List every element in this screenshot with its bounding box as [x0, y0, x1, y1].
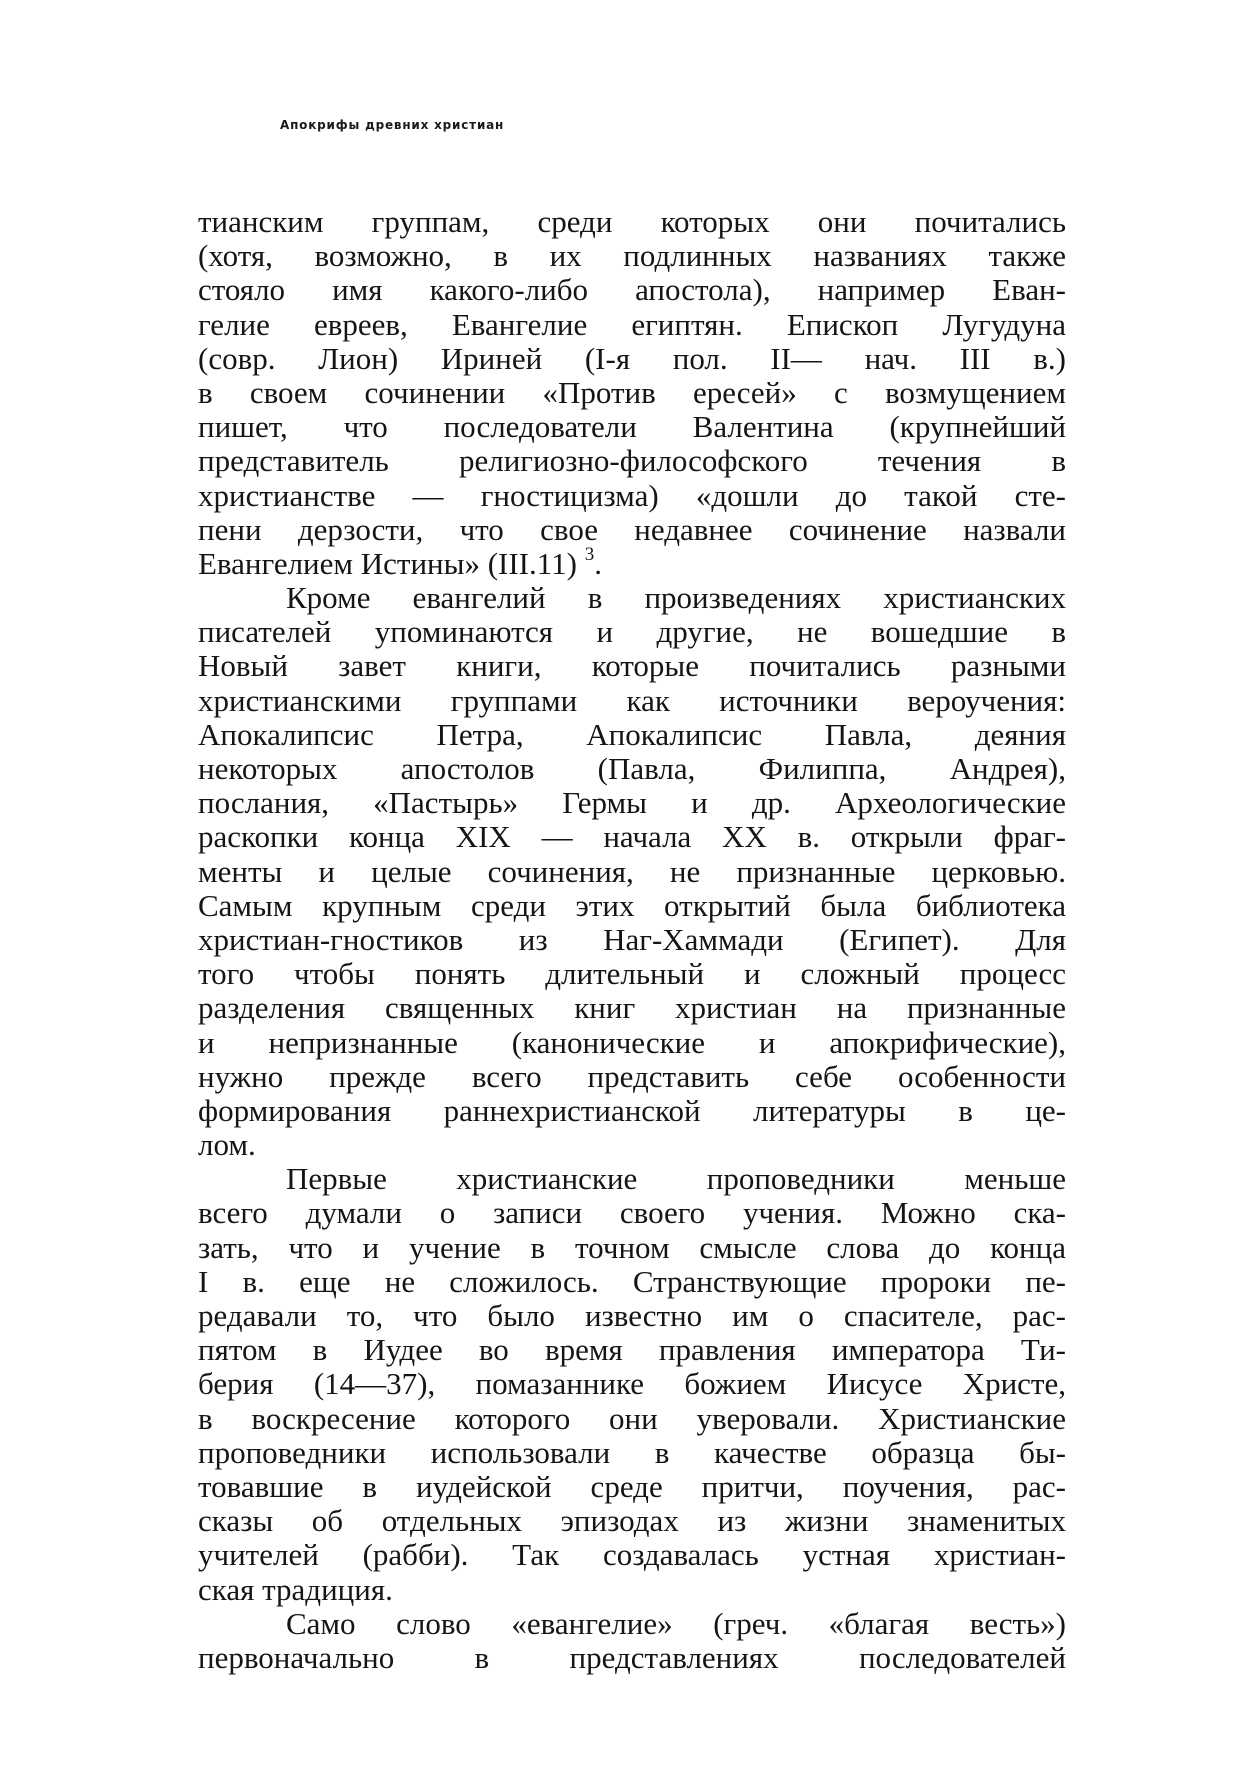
body-text — [198, 205, 1066, 1675]
line-text: разделения священных книг христиан на признанные — [198, 990, 1066, 1026]
line-text: учителей (рабби). Так создавалась устная христиан- — [198, 1537, 1066, 1573]
text-line — [198, 649, 1066, 683]
text-line — [198, 1265, 1066, 1299]
text-line — [198, 752, 1066, 786]
text-line — [198, 718, 1066, 752]
text-line — [198, 1538, 1066, 1572]
text-line — [198, 1299, 1066, 1333]
text-line — [198, 543, 1066, 581]
text-line — [198, 273, 1066, 307]
footnote-reference: 3 — [584, 543, 595, 565]
text-line — [198, 1402, 1066, 1436]
line-text: тианским группам, среди которых они почитались — [198, 204, 1066, 239]
line-text: стояло имя какого-либо апостола), например Еван- — [198, 272, 1066, 308]
text-line — [198, 1641, 1066, 1675]
text-line — [198, 1128, 1066, 1162]
text-line — [198, 786, 1066, 820]
line-text: пени дерзости, что свое недавнее сочинение назвали — [198, 511, 1066, 547]
line-text: в воскресение которого они уверовали. Христианские — [198, 1400, 1066, 1436]
line-text: ская традиция. — [198, 1571, 393, 1607]
text-line — [198, 1162, 1066, 1196]
text-line — [198, 615, 1066, 649]
text-line — [198, 923, 1066, 957]
line-text: всего думали о записи своего учения. Можно ска- — [198, 1195, 1066, 1231]
line-text: нужно прежде всего представить себе особенности — [198, 1058, 1066, 1094]
text-line — [198, 1333, 1066, 1367]
text-line — [198, 410, 1066, 444]
running-head: Апокрифы древних христиан — [280, 118, 505, 132]
line-text: проповедники использовали в качестве образца бы- — [198, 1434, 1066, 1470]
text-line — [198, 855, 1066, 889]
text-line — [198, 1094, 1066, 1128]
text-line — [198, 1436, 1066, 1470]
line-text: Кроме евангелий в произведениях христианских — [286, 580, 1066, 616]
text-line — [198, 1026, 1066, 1060]
line-text: пятом в Иудее во время правления императора Ти- — [198, 1332, 1066, 1368]
text-line — [198, 1367, 1066, 1401]
text-line — [198, 1470, 1066, 1504]
line-text: раскопки конца XIX — начала XX в. открыли фраг- — [198, 819, 1066, 855]
text-line — [198, 1607, 1066, 1641]
line-text: в своем сочинении «Против ересей» с возмущением — [198, 374, 1066, 410]
text-line — [198, 684, 1066, 718]
line-text: послания, «Пастырь» Гермы и др. Археологические — [198, 785, 1066, 821]
line-text: христиан-гностиков из Наг-Хаммади (Египет). Для — [198, 921, 1066, 957]
line-text: и непризнанные (канонические и апокрифические), — [198, 1024, 1066, 1060]
line-text: пишет, что последователи Валентина (крупнейший — [198, 409, 1066, 445]
line-text: Само слово «евангелие» (греч. «благая весть») — [286, 1605, 1066, 1641]
line-text: (хотя, возможно, в их подлинных названиях также — [198, 238, 1066, 274]
line-text: лом. — [198, 1127, 256, 1163]
line-text: христианскими группами как источники вероучения: — [198, 682, 1066, 718]
text-line — [198, 1504, 1066, 1538]
line-text: некоторых апостолов (Павла, Филиппа, Андрея), — [198, 751, 1066, 786]
line-text: Первые христианские проповедники меньше — [286, 1161, 1066, 1197]
text-line — [198, 444, 1066, 478]
line-text: берия (14—37), помазаннике божием Иисусе Христе, — [198, 1366, 1066, 1402]
line-text: I в. еще не сложилось. Странствующие пророки пе- — [198, 1263, 1066, 1299]
line-text: писателей упоминаются и другие, не вошедшие в — [198, 614, 1066, 650]
line-text: зать, что и учение в точном смысле слова до конца — [198, 1229, 1066, 1265]
line-text: Новый завет книги, которые почитались разными — [198, 648, 1066, 684]
text-line — [198, 239, 1066, 273]
text-line — [198, 205, 1066, 239]
line-tail: . — [594, 545, 602, 581]
line-text: первоначально в представлениях последователей — [198, 1639, 1066, 1675]
text-line — [198, 991, 1066, 1025]
line-text: Апокалипсис Петра, Апокалипсис Павла, деяния — [198, 716, 1066, 752]
text-line — [198, 513, 1066, 547]
line-text: христианстве — гностицизма) «дошли до такой сте- — [198, 477, 1066, 513]
text-line — [198, 581, 1066, 615]
text-line — [198, 1060, 1066, 1094]
line-text: формирования раннехристианской литературы в це- — [198, 1092, 1066, 1128]
text-line — [198, 479, 1066, 513]
line-text: сказы об отдельных эпизодах из жизни знаменитых — [198, 1503, 1066, 1539]
text-line — [198, 1196, 1066, 1230]
line-text: гелие евреев, Евангелие египтян. Епископ Лугудуна — [198, 306, 1066, 342]
text-line — [198, 376, 1066, 410]
text-line — [198, 1573, 1066, 1607]
text-line — [198, 957, 1066, 991]
line-text: товавшие в иудейской среде притчи, поучения, рас- — [198, 1468, 1066, 1504]
line-text: Самым крупным среди этих открытий была библиотека — [198, 887, 1066, 923]
text-line — [198, 308, 1066, 342]
text-line — [198, 820, 1066, 854]
line-text: представитель религиозно-философского течения в — [198, 443, 1066, 479]
line-text: редавали то, что было известно им о спасителе, рас- — [198, 1298, 1066, 1333]
line-text: того чтобы понять длительный и сложный процесс — [198, 956, 1066, 992]
text-line — [198, 1231, 1066, 1265]
line-text: (совр. Лион) Ириней (I-я пол. II— нач. III в.) — [198, 340, 1066, 376]
text-line — [198, 342, 1066, 376]
text-line — [198, 889, 1066, 923]
line-text: Евангелием Истины» (III.11) — [198, 545, 585, 581]
line-text: менты и целые сочинения, не признанные церковью. — [198, 853, 1066, 889]
